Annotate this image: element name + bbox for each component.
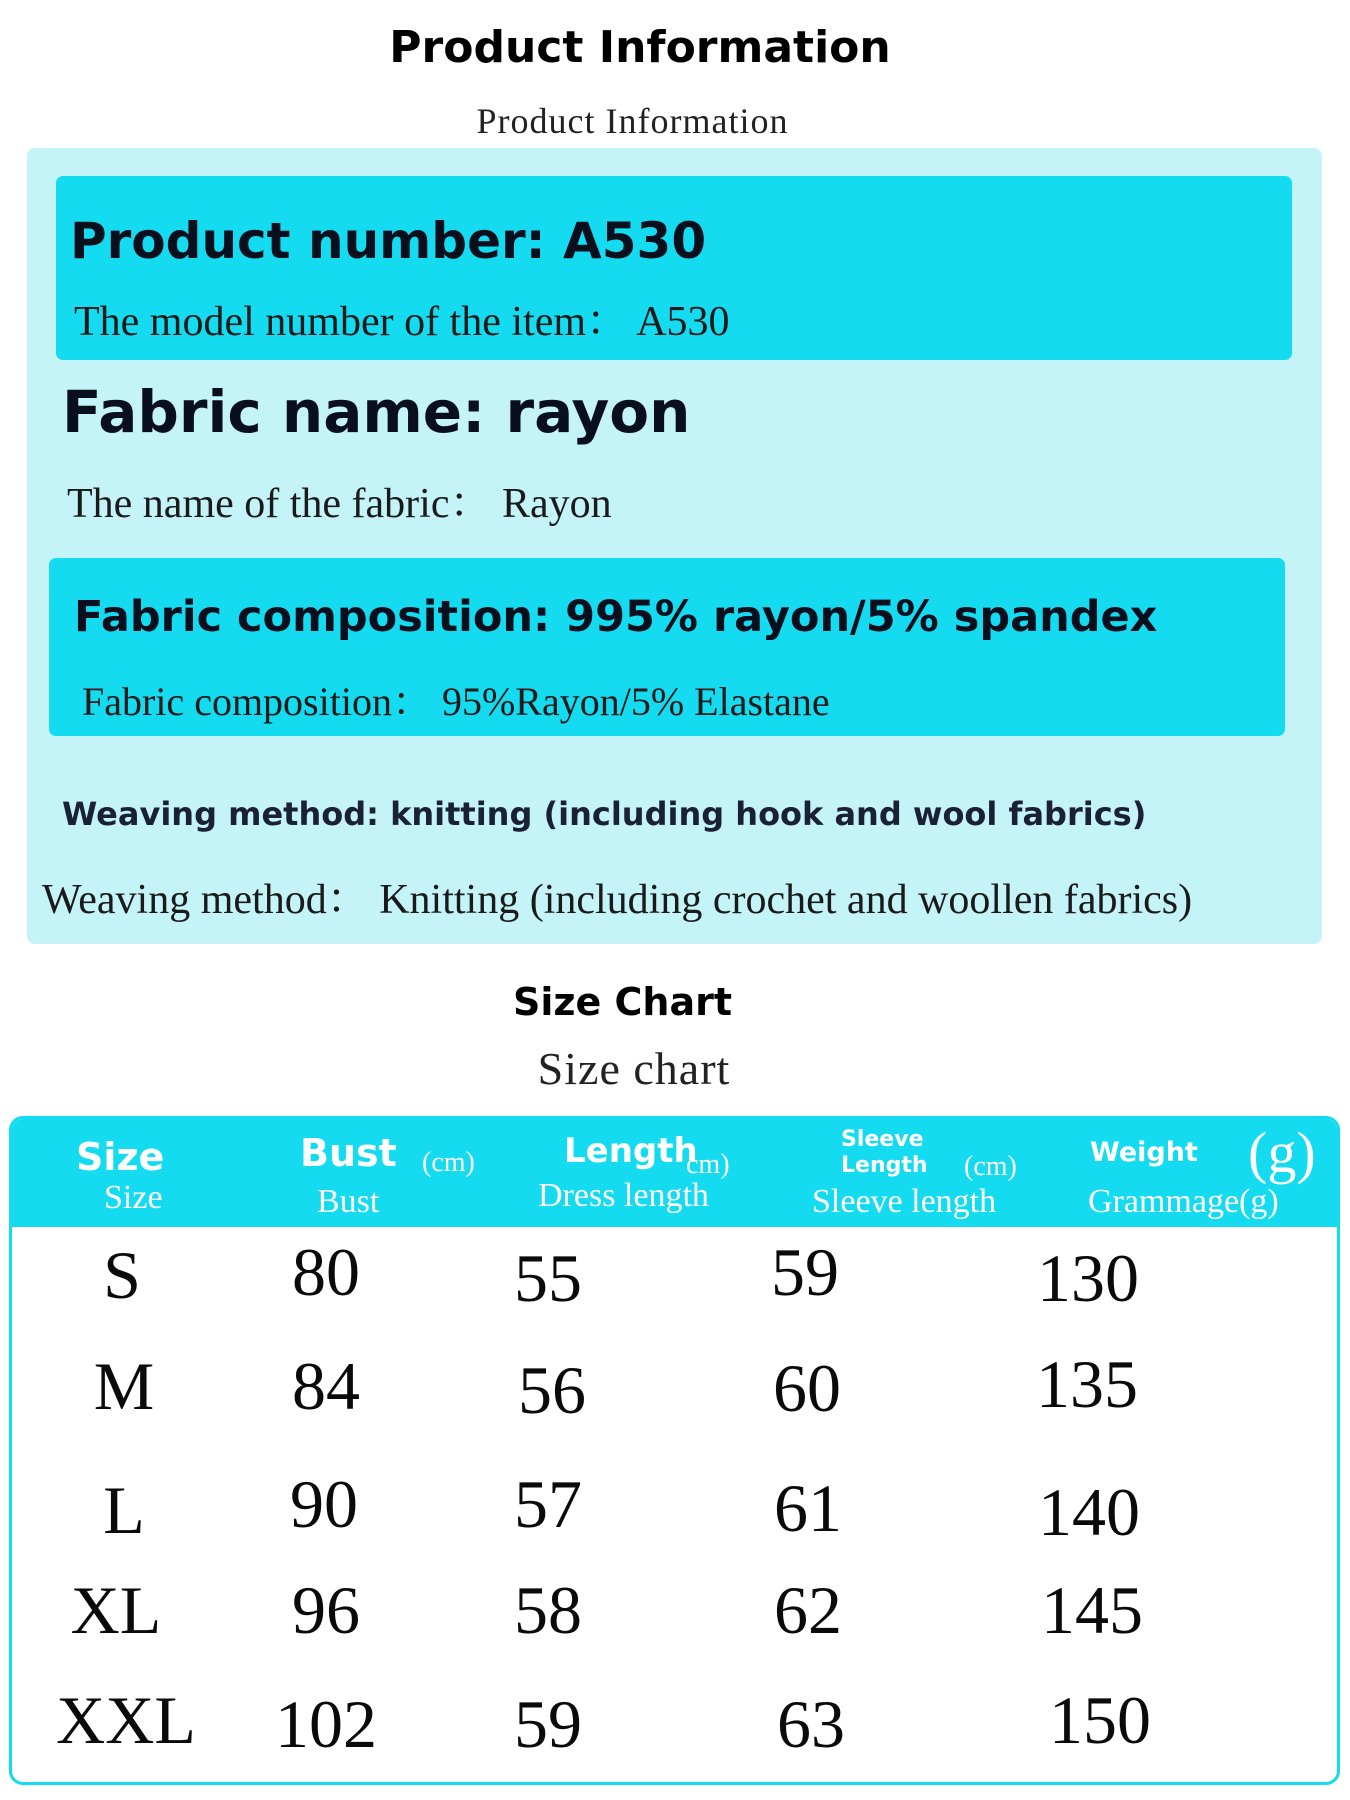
cell-bust-m: 84 — [292, 1348, 360, 1424]
cell-weight-s: 130 — [1037, 1240, 1139, 1316]
column-unit-weight: (g) — [1248, 1120, 1316, 1185]
column-header-sleeve-line2: Length — [841, 1153, 928, 1178]
cell-size-xxl: XXL — [56, 1682, 196, 1758]
cell-size-m: M — [93, 1348, 155, 1424]
column-header-weight: Weight — [1090, 1137, 1198, 1168]
size-chart-subtitle: Size chart — [537, 1043, 731, 1094]
product-number-heading: Product number: A530 — [70, 212, 707, 270]
cell-size-l: L — [103, 1472, 145, 1548]
column-unit-sleeve: (cm) — [964, 1151, 1017, 1182]
fabric-composition-heading: Fabric composition: 995% rayon/5% spandex — [74, 592, 1158, 642]
column-subheader-length: Dress length — [538, 1177, 709, 1214]
column-header-length: Length — [564, 1131, 698, 1171]
page-subtitle: Product Information — [476, 101, 789, 141]
cell-sleeve-s: 59 — [771, 1234, 839, 1310]
cell-weight-m: 135 — [1036, 1346, 1138, 1422]
cell-sleeve-l: 61 — [774, 1470, 842, 1546]
column-header-bust: Bust — [300, 1131, 397, 1175]
weaving-method-text: Weaving method： Knitting (including crochet and woollen fabrics) — [42, 877, 1193, 923]
fabric-name-heading: Fabric name: rayon — [62, 378, 691, 446]
column-subheader-sleeve: Sleeve length — [812, 1183, 997, 1220]
size-chart-title: Size Chart — [512, 980, 732, 1024]
product-number-text: The model number of the item： A530 — [74, 299, 730, 345]
cell-bust-xl: 96 — [292, 1572, 360, 1648]
cell-length-m: 56 — [518, 1352, 586, 1428]
page-title: Product Information — [389, 22, 891, 73]
cell-sleeve-xl: 62 — [774, 1572, 842, 1648]
column-header-sleeve-line1: Sleeve — [841, 1127, 924, 1152]
fabric-composition-text: Fabric composition： 95%Rayon/5% Elastane — [82, 679, 830, 724]
column-subheader-weight: Grammage(g) — [1088, 1183, 1279, 1220]
table-header — [12, 1119, 1337, 1227]
column-header-size: Size — [76, 1135, 165, 1179]
column-subheader-bust: Bust — [317, 1183, 380, 1220]
cell-length-xl: 58 — [514, 1572, 582, 1648]
cell-bust-s: 80 — [292, 1234, 360, 1310]
cell-size-xl: XL — [70, 1572, 162, 1648]
cell-length-xxl: 59 — [514, 1686, 582, 1762]
cell-length-s: 55 — [514, 1240, 582, 1316]
cell-weight-l: 140 — [1038, 1474, 1140, 1550]
cell-bust-xxl: 102 — [275, 1686, 377, 1762]
weaving-method-heading: Weaving method: knitting (including hook and wool fabrics) — [62, 795, 1147, 833]
size-table — [9, 1116, 1340, 1785]
fabric-name-text: The name of the fabric： Rayon — [67, 481, 612, 527]
cell-sleeve-m: 60 — [773, 1350, 841, 1426]
cell-size-s: S — [103, 1237, 141, 1313]
column-unit-bust: (cm) — [422, 1147, 475, 1178]
cell-length-l: 57 — [514, 1466, 582, 1542]
cell-sleeve-xxl: 63 — [777, 1686, 845, 1762]
cell-weight-xxl: 150 — [1049, 1682, 1151, 1758]
cell-bust-l: 90 — [290, 1466, 358, 1542]
column-subheader-size: Size — [104, 1179, 163, 1216]
column-unit-length: cm) — [686, 1149, 730, 1180]
cell-weight-xl: 145 — [1041, 1572, 1143, 1648]
